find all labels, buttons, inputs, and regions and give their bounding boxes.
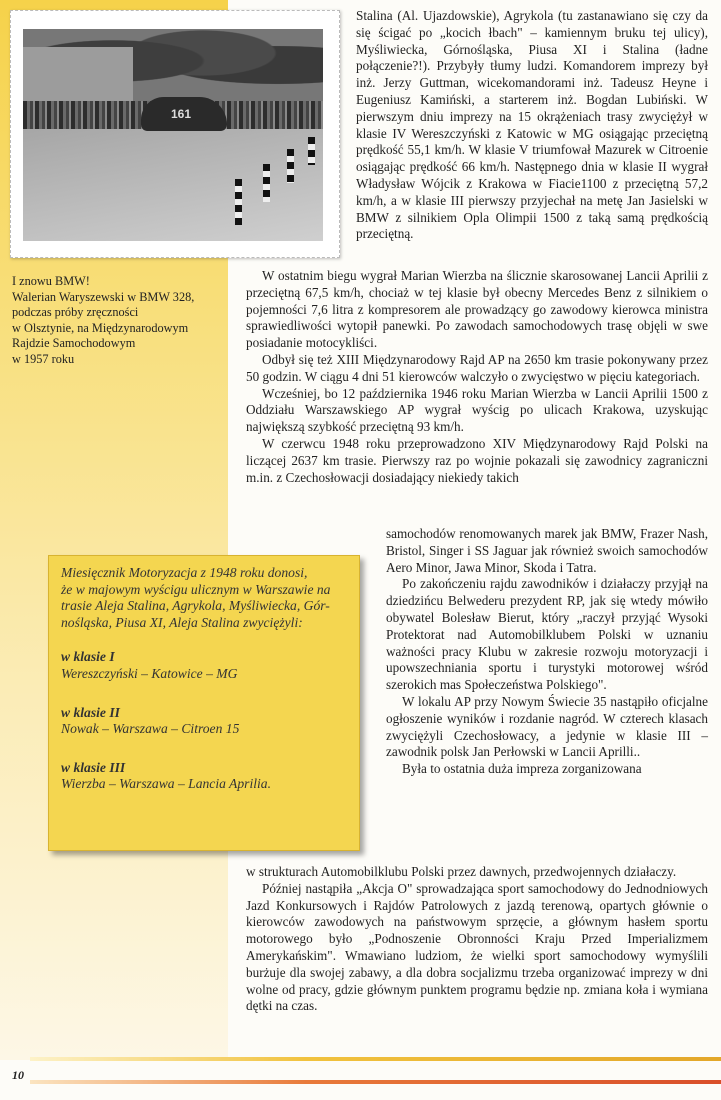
results-intro-line: nośląska, Piusa XI, Aleja Stalina zwyciężyli: xyxy=(61,614,303,630)
article-paragraph: Stalina (Al. Ujazdowskie), Agrykola (tu zastanawiano się czy da się ścigać po „kocich łbach" – kamiennym bruku tej ulicy), Myśliwiecka, Górnośląska, Piusa XI i Stalina (ładne połączenie?!). Przybyły tłumy ludzi. Komandorem imprezy był inż. Jerzy Guttman, wicekomandorami inż. Tadeusz Heyne i Eugeniusz Kamiński, a starterem inż. Bogdan Lubiński. W pierwszym dniu imprezy na 15 okrążeniach trasy zwyciężył w klasie IV Wereszczyński z Katowic w MG osiągając przeciętną prędkość 55,1 km/h. W klasie V triumfował Mazurek w Citroenie osiągając prędkość 66 km/h. Następnego dnia w klasie II wygrał Władysław Wójcik z Krakowa w Fiacie1100 z przeciętną 57,2 km/h, a w klasie III pierwszy przyjechał na metę Jan Jasielski w BMW z silnikiem Opla Olimpii 1500 z taką samą prędkością przeciętną. xyxy=(356,8,708,242)
photo-caption xyxy=(12,274,224,368)
footer-rule-bottom xyxy=(30,1080,721,1084)
article-bottom-column xyxy=(246,864,708,1015)
caption-line: w 1957 roku xyxy=(12,351,75,366)
class-winner: Nowak – Warszawa – Citroen 15 xyxy=(61,721,240,737)
results-intro-line: Miesięcznik Motoryzacja z 1948 roku donosi, xyxy=(61,565,308,580)
article-paragraph: Po zakończeniu rajdu zawodników i działaczy przyjął na dziedzińcu Belwederu prezydent RP, jak się wtedy mówiło obywatel Bolesław Bierut, który „raczył przyjąć Wysoki Protektorat nad Automobilklubem Polski w uznaniu ważności pracy Klubu w zakresie rozwoju motoryzacji i upowszechniania sportu i turystyki motorowej wśród szerokich mas Społeczeństwa Polskiego". xyxy=(386,576,708,693)
photo-bollard xyxy=(308,137,315,165)
article-paragraph: Odbył się też XIII Międzynarodowy Rajd AP na 2650 km trasie pokonywany przez 50 godzin. W ciągu 4 dni 51 kierowców walczyło o zwycięstwo w pięciu kategoriach. xyxy=(246,351,708,384)
page-number: 10 xyxy=(12,1068,24,1082)
article-wide-column xyxy=(246,268,708,486)
caption-line: podczas próby zręczności xyxy=(12,305,139,320)
article-right-column xyxy=(386,526,708,778)
class-label: w klasie II xyxy=(61,704,120,720)
caption-line: I znowu BMW! xyxy=(12,274,90,288)
article-paragraph: Była to ostatnia duża impreza zorganizowana xyxy=(402,761,642,777)
caption-line: Walerian Waryszewski w BMW 328, xyxy=(12,289,195,304)
article-paragraph: W lokalu AP przy Nowym Świecie 35 nastąpiło oficjalne ogłoszenie wyników i rozdanie nagród. W czterech klasach zwyciężyli Czechosłowacy, a jedynie w klasie III – zawodnik polsk Jan Perłowski w Lancii Aprilli.. xyxy=(386,693,708,760)
results-intro xyxy=(61,565,351,631)
class-label: w klasie I xyxy=(61,649,115,665)
class-winner: Wereszczyński – Katowice – MG xyxy=(61,665,238,681)
results-intro-line: trasie Aleja Stalina, Agrykola, Myśliwiecka, Gór- xyxy=(61,598,330,614)
class-label: w klasie III xyxy=(61,759,126,775)
photo-frame xyxy=(10,10,340,258)
article-paragraph: Wcześniej, bo 12 października 1946 roku Marian Wierzba w Lancii Aprilii 1500 z Oddziału Warszawskiego AP wygrał wyścig po ulicach Krakowa, uzyskując największą szybkość przeciętną 93 km/h. xyxy=(246,385,708,435)
photo-bollard xyxy=(263,164,270,202)
article-paragraph: W ostatnim biegu wygrał Marian Wierzba na ślicznie skarosowanej Lancii Aprilii z przeciętną 67,5 km/h, chociaż w tej klasie był obecny Mercedes Benz z silnikiem o pojemności 7,6 litra z kompresorem ale prowadzący go zawodowy kierowca ministra sprawiedliwości wytopił panewki. Po zawodach samochodowych trasę objęli w swe posiadanie motocykliści. xyxy=(246,268,708,351)
caption-line: Rajdzie Samochodowym xyxy=(12,336,136,351)
article-paragraph: samochodów renomowanych marek jak BMW, Frazer Nash, Bristol, Singer i SS Jaguar jak również swoich samochodów Aero Minor, Jawa Minor, Skoda i Tatra. xyxy=(386,526,708,575)
photo-car-number: 161 xyxy=(171,107,192,121)
photo-road xyxy=(23,129,323,241)
article-paragraph: W czerwcu 1948 roku przeprowadzono XIV Międzynarodowy Rajd Polski na liczącej 2637 km trasie. Pierwszy raz po wojnie pokazali się zawodnicy zagraniczni m.in. z Czechosłowacji dosiadający niekiedy takich xyxy=(246,435,708,485)
class-winner: Wierzba – Warszawa – Lancia Aprilia. xyxy=(61,776,271,792)
caption-line: w Olsztynie, na Międzynarodowym xyxy=(12,320,189,335)
results-sidebar-box xyxy=(48,555,360,851)
race-photo xyxy=(23,29,323,241)
article-top-column xyxy=(356,8,708,243)
results-intro-line: że w majowym wyścigu ulicznym w Warszawie na xyxy=(61,581,331,597)
photo-bollard xyxy=(287,149,294,183)
photo-bollard xyxy=(235,179,242,225)
footer-rule-top xyxy=(30,1057,721,1061)
article-paragraph: w strukturach Automobilklubu Polski przez dawnych, przedwojennych działaczy. xyxy=(246,864,677,879)
article-paragraph: Później nastąpiła „Akcja O" sprowadzająca sport samochodowy do Jednodniowych Jazd Konkursowych i Rajdów Patrolowych z jazdą terenową, opartych głównie o kierowców zawodowych na państwowym sprzęcie, a głównym hasłem sportu motorowego było „Podnoszenie Obronności Kraju Przed Imperializmem Amerykańskim". Wmawiano ludziom, że wielki sport samochodowy wymyślili burżuje dla swojej zabawy, a dla dobra socjalizmu trzeba organizować imprezy w dni wolne od pracy, gdzie głównym punktem programu będzie np. zmiana koła i wymiana dętki na czas. xyxy=(246,880,708,1014)
